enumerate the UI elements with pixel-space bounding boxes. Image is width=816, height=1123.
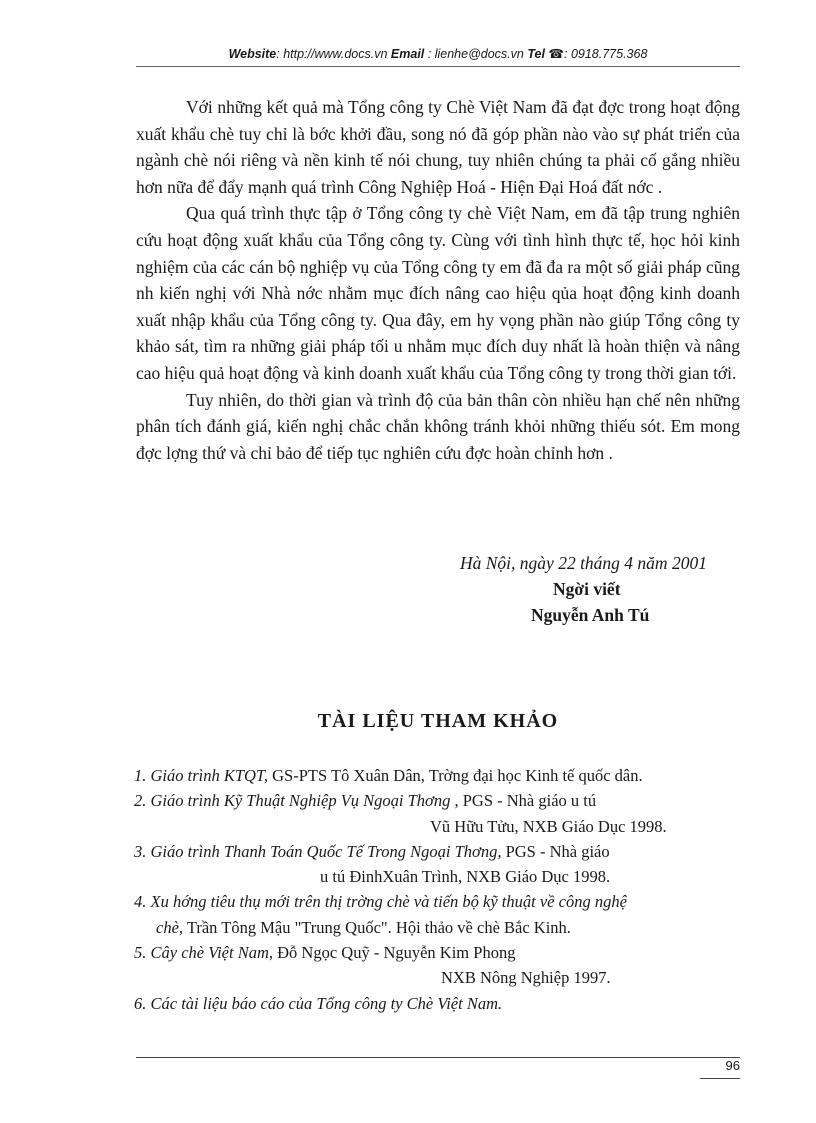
website-value[interactable]: : http://www.docs.vn xyxy=(276,47,388,61)
reference-continuation: Vũ Hữu Tửu, NXB Giáo Dục 1998. xyxy=(430,816,667,836)
reference-detail: , PGS - Nhà giáo u tú xyxy=(450,791,597,811)
paragraph: Tuy nhiên, do thời gian và trình độ của bản thân còn nhiều hạn chế nên những phân tích đánh giá, kiến nghị chắc chắn không tránh khỏi những thiếu sót. Em mong đợc lợng thứ và chỉ bảo để tiếp tục nghiên cứu đợc hoàn chỉnh hơn . xyxy=(136,389,740,463)
reference-detail: Đỗ Ngọc Quỹ - Nguyễn Kim Phong xyxy=(273,943,516,963)
reference-item xyxy=(134,788,744,839)
reference-title: 3. Giáo trình Thanh Toán Quốc Tế Trong Ngoại Thơng, xyxy=(134,841,502,861)
paragraph: Qua quá trình thực tập ở Tổng công ty chè Việt Nam, em đã tập trung nghiên cứu hoạt động xuất khẩu của Tổng công ty. Cùng với tình hình thực tế, học hỏi kinh nghiệm của các cán bộ nghiệp vụ của Tổng công ty em đã đa ra một số giải pháp cũng nh kiến nghị với Nhà nớc nhằm mục đích nâng cao hiệu qủa hoạt động kinh doanh xuất nhập khẩu của Tổng công ty. Qua đây, em hy vọng phần nào giúp Tổng công ty khảo sát, tìm ra những giải pháp tối u nhằm mục đích duy nhất là hoàn thiện và nâng cao hiệu quả hoạt động và kinh doanh xuất khẩu của Tổng công ty trong thời gian tới. xyxy=(136,203,740,383)
tel-value: : 0918.775.368 xyxy=(564,47,648,61)
reference-title: 4. Xu hớng tiêu thụ mới trên thị trờng chè và tiến bộ kỹ thuật về công nghệ xyxy=(134,892,627,912)
email-label: Email xyxy=(390,47,425,61)
reference-item xyxy=(134,940,744,991)
reference-title: 2. Giáo trình Kỹ Thuật Nghiệp Vụ Ngoại Thơng xyxy=(134,791,451,811)
reference-item xyxy=(134,763,744,788)
paragraph: Với những kết quả mà Tổng công ty Chè Việt Nam đã đạt đợc trong hoạt động xuất khẩu chè tuy chỉ là bớc khởi đầu, song nó đã góp phần nào vào sự phát triển của ngành chè nói riêng và nền kinh tế nói chung, tuy nhiên chúng ta phải cố gắng nhiều hơn nữa để đẩy mạnh quá trình Công Nghiệp Hoá - Hiện Đại Hoá đất nớc . xyxy=(136,97,740,197)
reference-title: 6. Các tài liệu báo cáo của Tổng công ty Chè Việt Nam. xyxy=(134,993,503,1013)
page-number-underline xyxy=(700,1078,740,1079)
references-title: TÀI LIỆU THAM KHẢO xyxy=(317,710,559,732)
footer-divider xyxy=(136,1057,740,1058)
reference-detail: GS-PTS Tô Xuân Dân, Trờng đại học Kinh tế quốc dân. xyxy=(268,766,643,785)
reference-item xyxy=(134,889,744,940)
reference-continuation xyxy=(134,915,744,940)
body-text xyxy=(136,94,740,466)
reference-title: chè, xyxy=(156,917,184,937)
reference-continuation: u tú ĐinhXuân Trình, NXB Giáo Dục 1998. xyxy=(320,867,611,887)
header-divider xyxy=(136,66,740,67)
signature-date: Hà Nội, ngày 22 tháng 4 năm 2001 xyxy=(460,553,707,573)
references-list xyxy=(134,763,744,1016)
website-label: Website xyxy=(228,47,277,61)
page-header xyxy=(136,46,740,61)
reference-detail: PGS - Nhà giáo xyxy=(501,841,610,861)
tel-label: Tel xyxy=(527,47,545,61)
page-number: 96 xyxy=(725,1058,740,1073)
reference-item xyxy=(134,839,744,890)
signature-role: Ngời viết xyxy=(553,579,621,599)
reference-continuation: NXB Nông Nghiệp 1997. xyxy=(441,968,611,988)
phone-icon: ☎ xyxy=(548,47,564,61)
reference-detail: Trần Tông Mậu "Trung Quốc". Hội thảo về chè Bắc Kinh. xyxy=(183,917,571,937)
reference-title: 1. Giáo trình KTQT, xyxy=(134,766,269,785)
reference-title: 5. Cây chè Việt Nam, xyxy=(134,943,273,963)
signature-name: Nguyễn Anh Tú xyxy=(531,605,650,625)
email-value[interactable]: : lienhe@docs.vn xyxy=(427,47,524,61)
reference-item xyxy=(134,991,744,1016)
